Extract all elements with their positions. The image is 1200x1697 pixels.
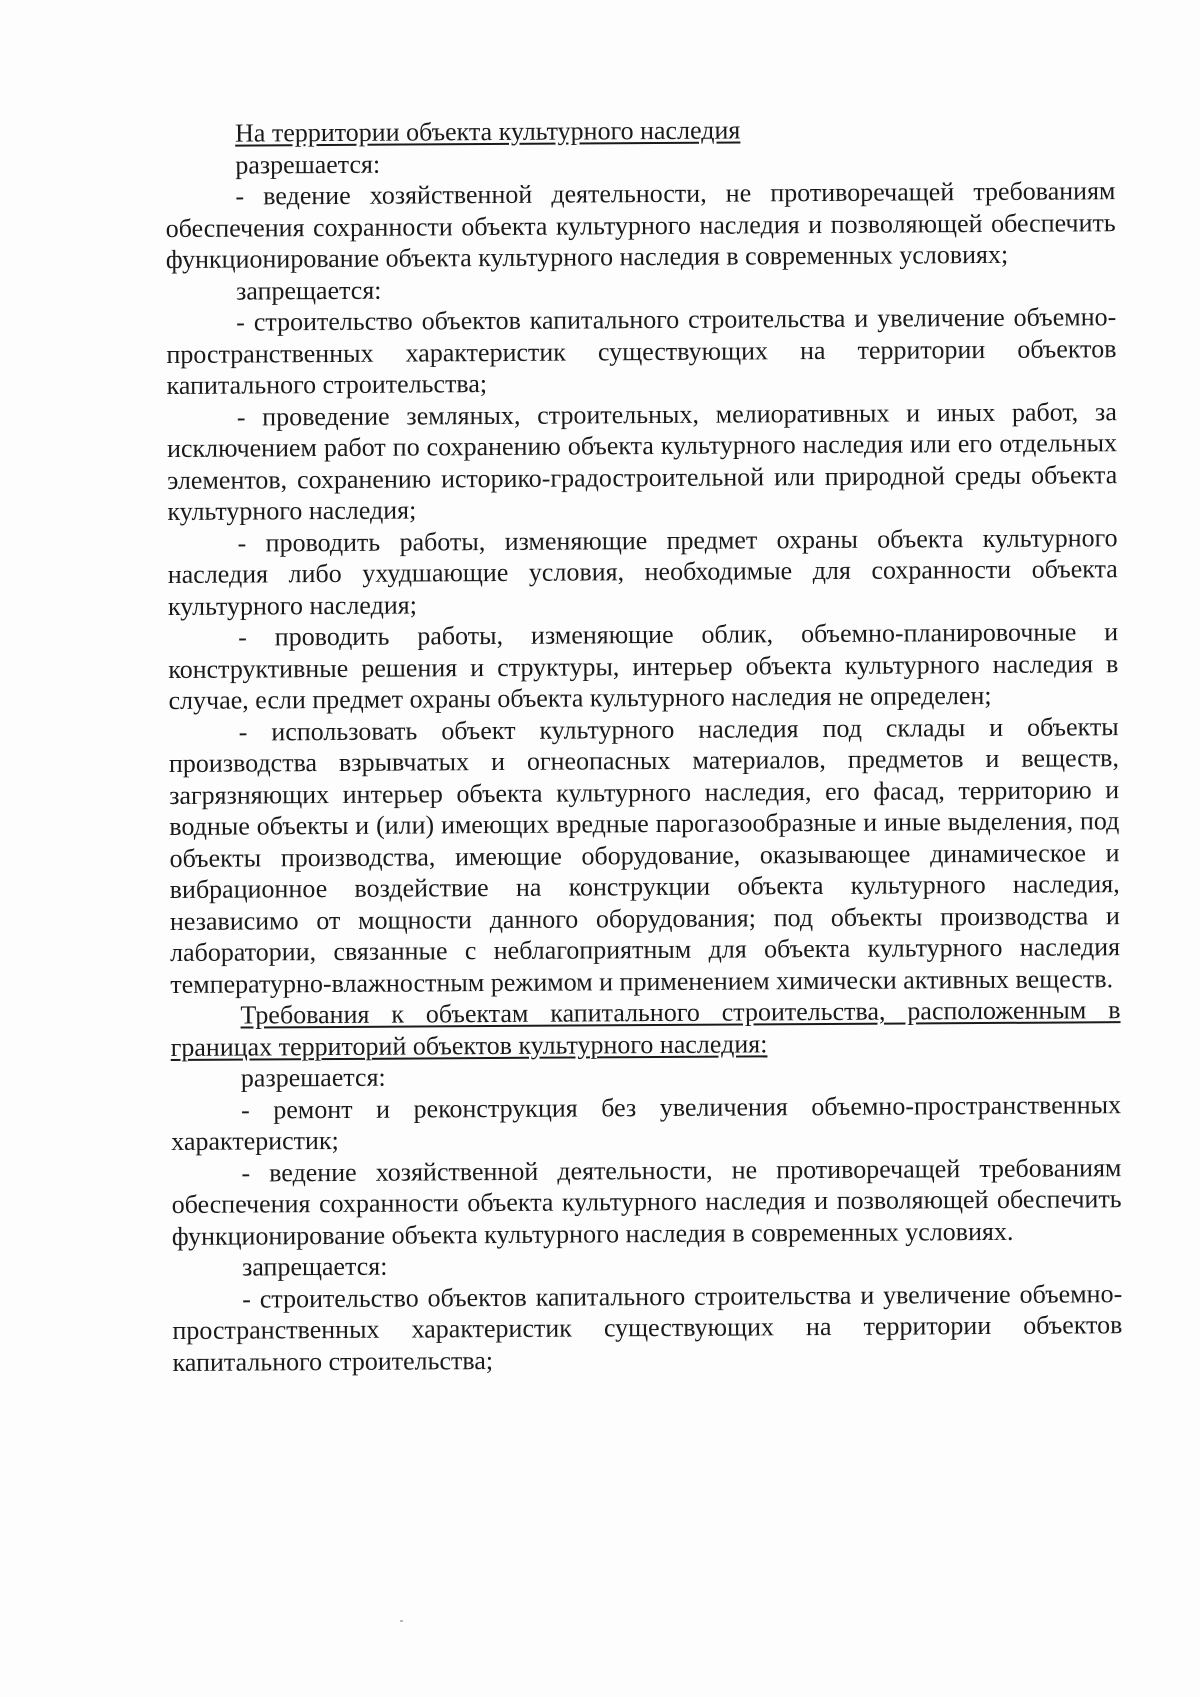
scan-speck: [400, 1620, 403, 1622]
section2-forbidden-item: - строительство объектов капитального строительства и увеличение объемно-пространственных характеристик существующих на территории объектов капитального строительства;: [172, 1278, 1123, 1377]
section2-forbidden-label: запрещается:: [241, 1251, 388, 1282]
section1-forbidden-item: - использовать объект культурного наследия под склады и объекты производства взрывчатых и огнеопасных материалов, предметов и веществ, загрязняющих интерьер объекта культурного наследия, его фасад, территорию и водные объекты и (или) имеющих вредные парогазообразные и иные выделения, под объекты производства, имеющие оборудование, оказывающее динамическое и вибрационное воздействие на конструкции объекта культурного наследия, независимо от мощности данного оборудования; под объекты производства и лаборатории, связанные с неблагоприятным для объекта культурного наследия температурно-влажностным режимом и применением химически активных веществ.: [168, 711, 1121, 999]
section1-forbidden-item: - строительство объектов капитального строительства и увеличение объемно-пространственных характеристик существующих на территории объектов капитального строительства;: [166, 302, 1117, 400]
section1-forbidden-item: - проводить работы, изменяющие облик, объемно-планировочные и конструктивные решения и структуры, интерьер объекта культурного наследия в случае, если предмет охраны объекта культурного наследия не определен;: [168, 617, 1119, 715]
section2-heading: Требования к объектам капитального строительства, расположенным в границах территорий объектов культурного наследия:: [170, 995, 1121, 1062]
section1-heading: На территории объекта культурного наследия: [235, 115, 741, 148]
section2-allowed-item: - ведение хозяйственной деятельности, не противоречащей требованиям обеспечения сохранности объекта культурного наследия и позволяющей обеспечить функционирование объекта культурного наследия в современных условиях.: [171, 1152, 1122, 1251]
document-body: [165, 112, 1123, 1378]
section2-allowed-label: разрешается:: [240, 1062, 386, 1093]
section1-allowed-label: разрешается:: [235, 149, 381, 180]
section1-allowed-item: - ведение хозяйственной деятельности, не противоречащей требованиям обеспечения сохранности объекта культурного наследия и позволяющей обеспечить функционирование объекта культурного наследия в современных условиях;: [165, 176, 1116, 274]
section1-forbidden-item: - проведение земляных, строительных, мелиоративных и иных работ, за исключением работ по сохранению объекта культурного наследия или его отдельных элементов, сохранению историко-градостроительной или природной среды объекта культурного наследия;: [166, 396, 1118, 526]
section1-forbidden-item: - проводить работы, изменяющие предмет охраны объекта культурного наследия либо ухудшающие условия, необходимые для сохранности объекта культурного наследия;: [167, 522, 1118, 621]
section2-allowed-item: - ремонт и реконструкция без увеличения объемно-пространственных характеристик;: [171, 1089, 1122, 1156]
section1-forbidden-label: запрещается:: [235, 275, 382, 306]
